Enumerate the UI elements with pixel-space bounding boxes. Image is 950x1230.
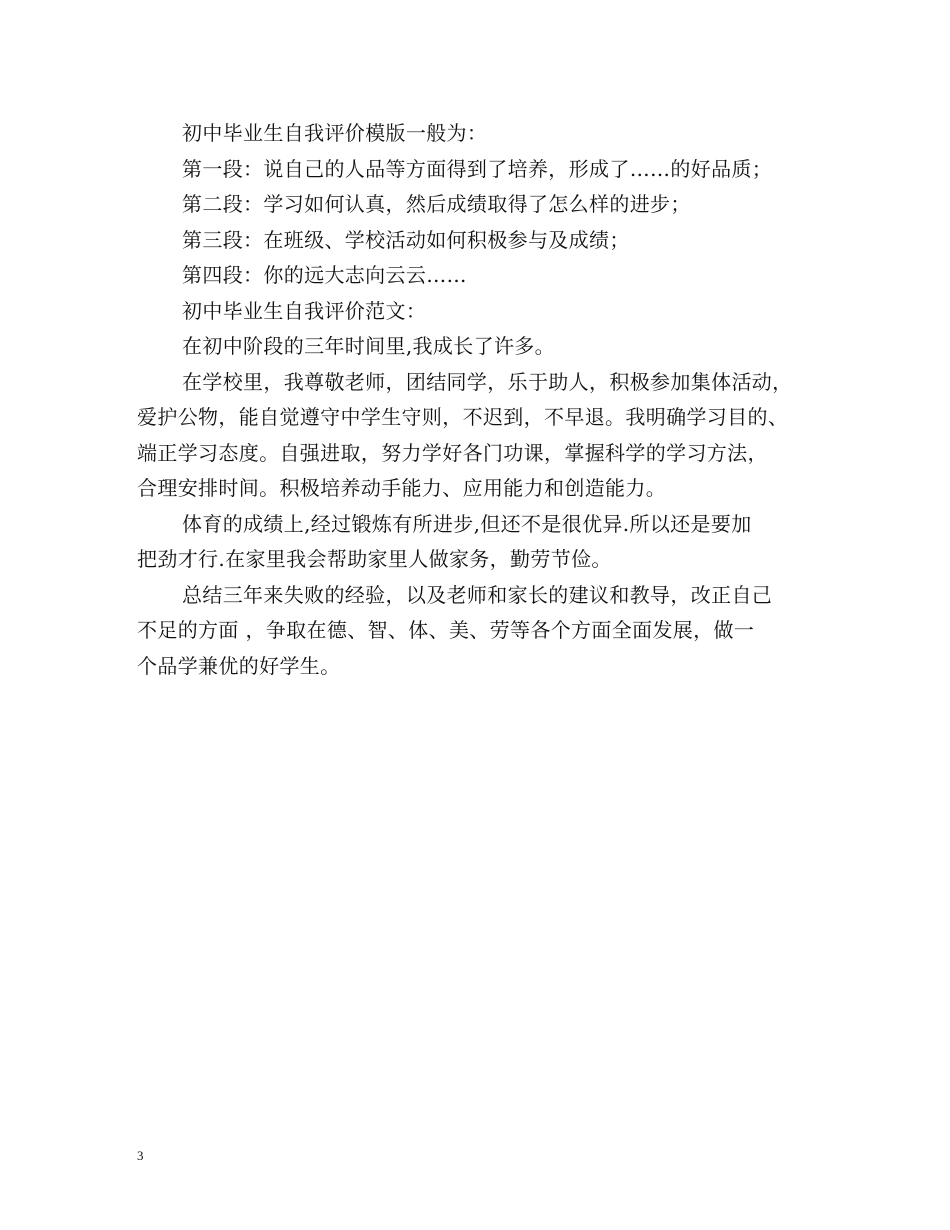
template-paragraph-one: 第一段：说自己的人品等方面得到了培养，形成了……的好品质； (182, 156, 773, 181)
sample-intro: 在初中阶段的三年时间里,我成长了许多。 (182, 334, 556, 358)
template-paragraph-four: 第四段：你的远大志向云云…… (182, 263, 467, 287)
template-heading: 初中毕业生自我评价模版一般为： (182, 121, 488, 145)
template-paragraph-three: 第三段：在班级、学校活动如何积极参与及成绩； (182, 227, 630, 252)
summary-paragraph-line: 总结三年来失败的经验，以及老师和家长的建议和教导，改正自己 (182, 582, 773, 607)
school-paragraph-line: 合理安排时间。积极培养动手能力、应用能力和创造能力。 (137, 476, 667, 500)
summary-paragraph-line: 不足的方面 ，争取在德、智、体、美、劳等各个方面全面发展，做一 (137, 618, 755, 642)
sports-paragraph-line: 把劲才行.在家里我会帮助家里人做家务，勤劳节俭。 (137, 547, 612, 571)
sample-heading: 初中毕业生自我评价范文： (182, 298, 427, 323)
page-number: 3 (137, 1148, 144, 1163)
summary-paragraph-line: 个品学兼优的好学生。 (137, 653, 341, 678)
school-paragraph-line: 在学校里，我尊敬老师，团结同学，乐于助人，积极参加集体活动， (182, 369, 793, 394)
school-paragraph-line: 爱护公物，能自觉遵守中学生守则，不迟到，不早退。我明确学习目的、 (137, 405, 789, 429)
document-body (137, 116, 832, 684)
school-paragraph-line: 端正学习态度。自强进取，努力学好各门功课，掌握科学的学习方法， (137, 440, 768, 465)
sports-paragraph-line: 体育的成绩上,经过锻炼有所进步,但还不是很优异.所以还是要加 (182, 511, 752, 536)
template-paragraph-two: 第二段：学习如何认真，然后成绩取得了怎么样的进步； (182, 192, 691, 216)
